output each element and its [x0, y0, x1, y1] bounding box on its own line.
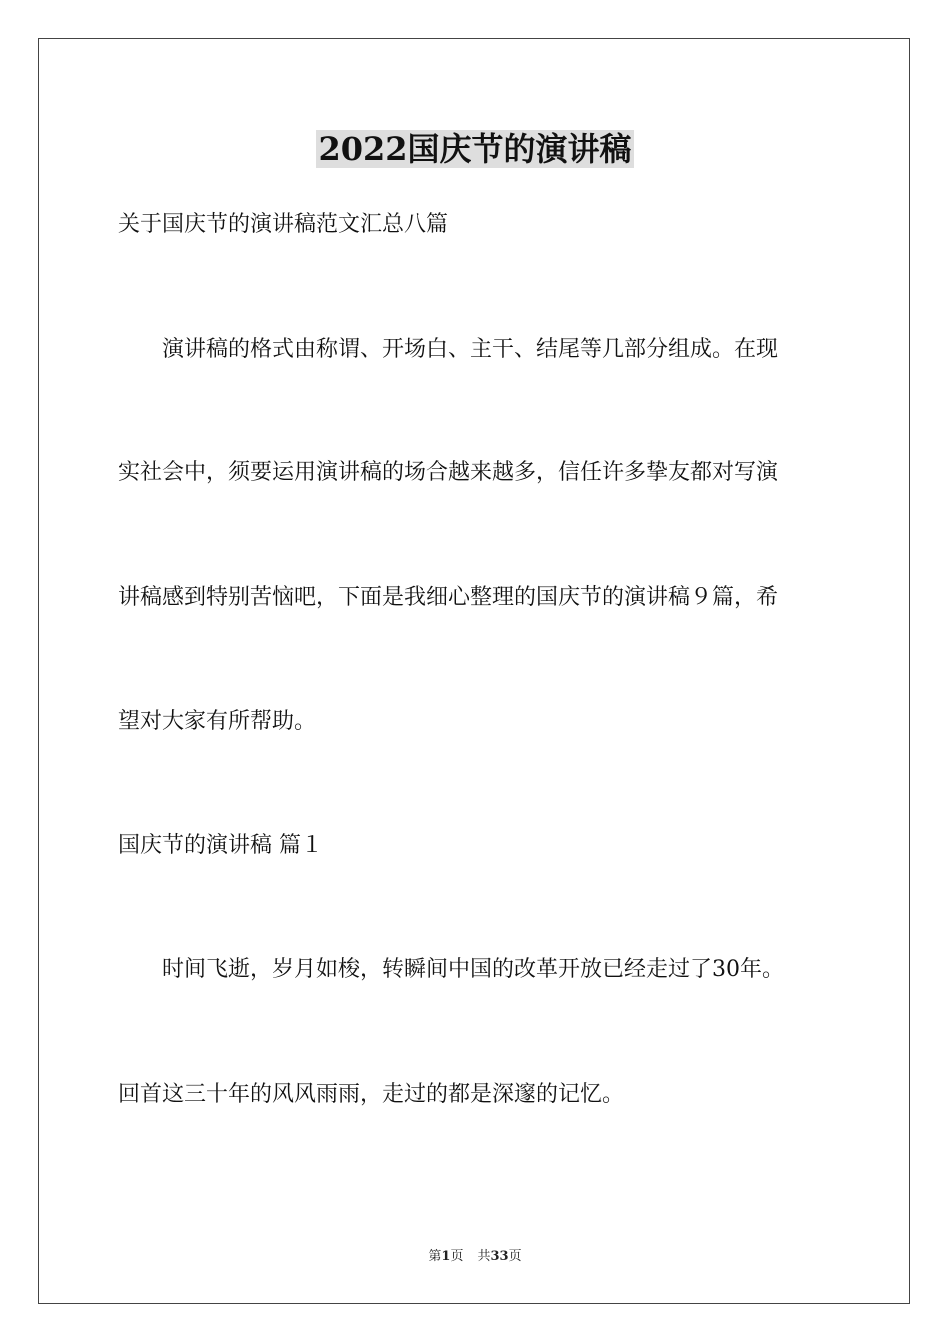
- document-title-text: 2022国庆节的演讲稿: [318, 130, 632, 168]
- footer-total-prefix: 共: [477, 1249, 491, 1264]
- document-subtitle: 关于国庆节的演讲稿范文汇总八篇: [118, 212, 449, 237]
- intro-line-3: 讲稿感到特别苦恼吧，下面是我细心整理的国庆节的演讲稿９篇，希: [118, 585, 779, 610]
- intro-line-4: 望对大家有所帮助。: [118, 709, 317, 734]
- page-footer: [0, 1248, 950, 1266]
- body-line-1: 时间飞逝，岁月如梭，转瞬间中国的改革开放已经走过了30年。: [118, 957, 784, 982]
- intro-line-2: 实社会中，须要运用演讲稿的场合越来越多，信任许多挚友都对写演: [118, 460, 779, 485]
- footer-total-pages: 33: [490, 1249, 509, 1264]
- footer-page-prefix: 第: [428, 1249, 442, 1264]
- footer-page-number: 1: [441, 1249, 451, 1264]
- document-title: [0, 128, 950, 170]
- body-line-2: 回首这三十年的风风雨雨，走过的都是深邃的记忆。: [118, 1082, 625, 1107]
- footer-total-suffix: 页: [508, 1249, 522, 1264]
- footer-page-suffix: 页: [450, 1249, 464, 1264]
- section-heading: 国庆节的演讲稿 篇１: [118, 833, 323, 858]
- intro-line-1: 演讲稿的格式由称谓、开场白、主干、结尾等几部分组成。在现: [118, 337, 779, 362]
